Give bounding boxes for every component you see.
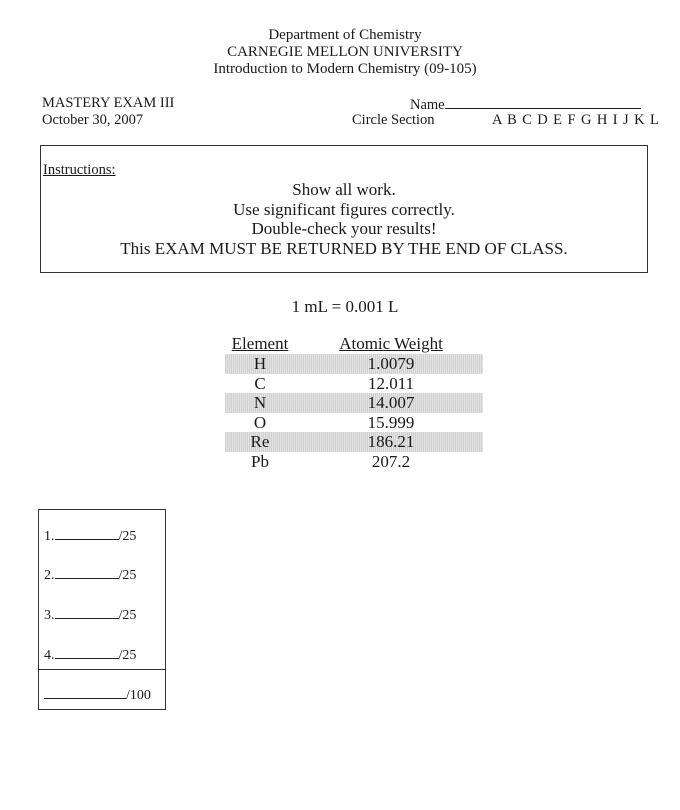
section-label: Circle Section bbox=[352, 112, 435, 128]
section-letters[interactable]: A B C D E F G H I J K L bbox=[492, 112, 660, 128]
atomic-weight-table bbox=[225, 334, 483, 471]
score-blank[interactable] bbox=[55, 647, 119, 659]
score-max: /25 bbox=[118, 608, 137, 623]
score-total-blank[interactable] bbox=[44, 687, 126, 699]
instruction-line: This EXAM MUST BE RETURNED BY THE END OF CLASS. bbox=[120, 238, 568, 258]
table-header bbox=[225, 334, 483, 354]
atomic-weight: 12.011 bbox=[367, 373, 415, 393]
score-number: 3. bbox=[44, 608, 55, 623]
element-symbol: H bbox=[253, 354, 267, 373]
score-divider bbox=[39, 669, 165, 670]
instruction-line: Double-check your results! bbox=[251, 219, 437, 238]
column-header-element: Element bbox=[231, 334, 289, 353]
table-row bbox=[225, 432, 483, 452]
department-name: Department of Chemistry bbox=[268, 27, 422, 43]
university-name: CARNEGIE MELLON UNIVERSITY bbox=[227, 44, 463, 60]
element-symbol: N bbox=[253, 393, 267, 412]
instruction-line: Use significant figures correctly. bbox=[233, 199, 455, 219]
exam-info bbox=[42, 95, 174, 129]
score-total-line[interactable] bbox=[44, 687, 151, 704]
table-row bbox=[225, 452, 483, 472]
score-max: /25 bbox=[118, 529, 137, 544]
score-number: 1. bbox=[44, 529, 55, 544]
table-row bbox=[225, 393, 483, 413]
score-blank[interactable] bbox=[55, 607, 119, 619]
atomic-weight: 14.007 bbox=[367, 393, 415, 412]
score-box bbox=[38, 509, 166, 710]
element-symbol: Pb bbox=[251, 451, 269, 471]
atomic-weight: 207.2 bbox=[371, 451, 411, 471]
atomic-weight: 186.21 bbox=[367, 432, 415, 451]
exam-header bbox=[0, 27, 680, 78]
name-blank-line[interactable] bbox=[445, 95, 641, 109]
unit-conversion: 1 mL = 0.001 L bbox=[291, 297, 399, 316]
instructions-title: Instructions: bbox=[43, 162, 116, 178]
score-line-2[interactable] bbox=[44, 567, 136, 584]
score-line-4[interactable] bbox=[44, 647, 136, 664]
element-symbol: O bbox=[253, 412, 267, 432]
instructions-box bbox=[40, 145, 648, 273]
score-max: /25 bbox=[118, 648, 137, 663]
atomic-weight: 15.999 bbox=[367, 412, 415, 432]
score-blank[interactable] bbox=[55, 528, 119, 540]
element-symbol: Re bbox=[250, 432, 270, 451]
exam-date: October 30, 2007 bbox=[42, 112, 144, 128]
element-symbol: C bbox=[254, 373, 266, 393]
score-blank[interactable] bbox=[55, 567, 119, 579]
name-label: Name bbox=[410, 97, 445, 113]
score-line-3[interactable] bbox=[44, 607, 136, 624]
atomic-weight: 1.0079 bbox=[367, 354, 415, 373]
course-title: Introduction to Modern Chemistry (09-105) bbox=[213, 61, 477, 77]
table-row bbox=[225, 374, 483, 394]
table-row bbox=[225, 413, 483, 433]
score-total-max: /100 bbox=[126, 688, 151, 703]
exam-title: MASTERY EXAM III bbox=[42, 95, 175, 111]
table-row bbox=[225, 354, 483, 374]
instructions-list bbox=[41, 180, 647, 258]
score-number: 2. bbox=[44, 568, 55, 583]
instruction-line: Show all work. bbox=[292, 180, 396, 199]
score-line-1[interactable] bbox=[44, 528, 136, 545]
score-number: 4. bbox=[44, 648, 55, 663]
column-header-weight: Atomic Weight bbox=[339, 334, 443, 353]
score-max: /25 bbox=[118, 568, 137, 583]
